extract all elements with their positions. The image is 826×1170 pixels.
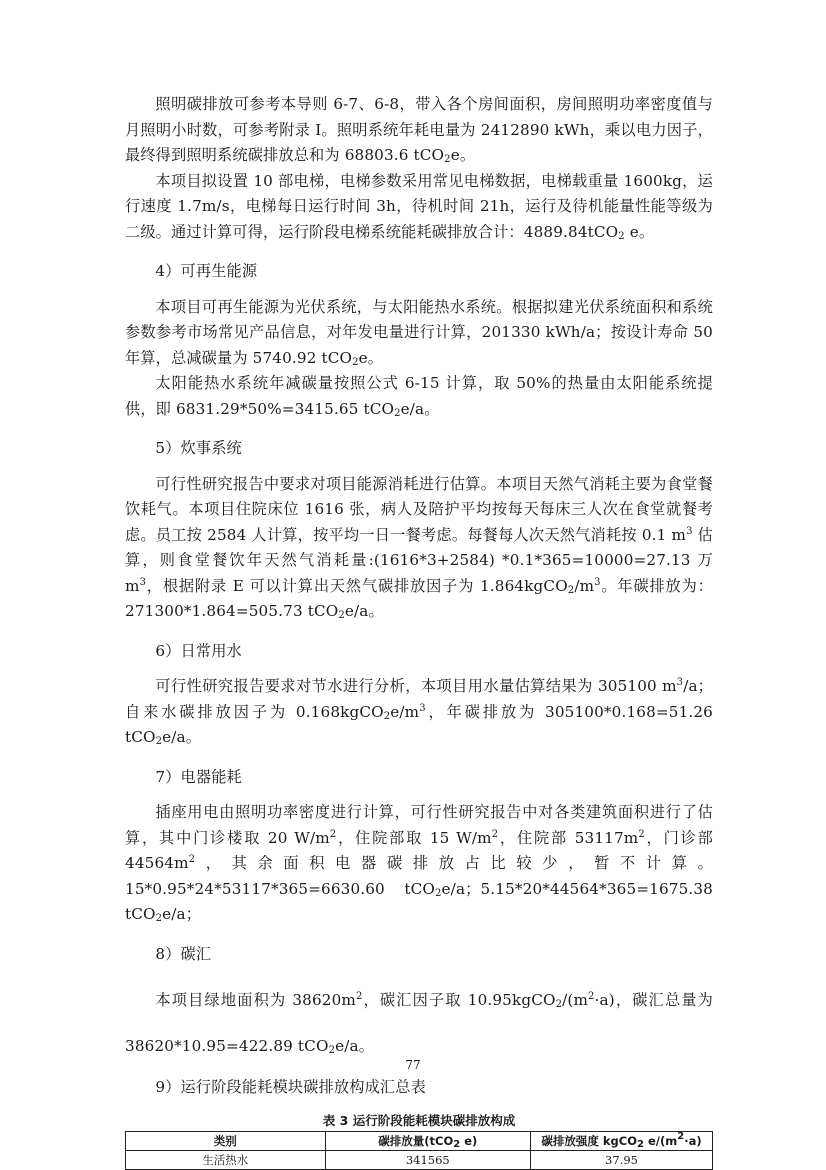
table-header-row [126, 1131, 713, 1150]
column-header-intensity: 碳排放强度 kgCO$_2$ $e/(m^2\cdot a)$ [531, 1131, 713, 1150]
column-header-category: 类别 [126, 1131, 326, 1150]
heading-appliance-energy: 7）电器能耗 [155, 767, 242, 786]
cell-category: 生活热水 [126, 1150, 326, 1169]
paragraph-elevator: 本项目拟设置 10 部电梯，电梯参数采用常见电梯数据，电梯载重量 1600kg，运行速度 1.7m/s，电梯每日运行时间 3h，待机时间 21h，运行及待机能量性能等级为二级。通过计算可得，运行阶段电梯系统能耗碳排放合计：4889.84tCO$_2$ e。 [125, 171, 713, 242]
paragraph-cooking: 可行性研究报告中要求对项目能源消耗进行估算。本项目天然气消耗主要为食堂餐饮耗气。本项目住院床位 1616 张，病人及陪护平均按每天每床三人次在食堂就餐考虑。员工按 2584 人计算，按平均一日一餐考虑。每餐每人次天然气消耗按 0.1 $m^3$ 估算，则食堂餐饮年天然气消耗量:(1616*3+2584) *0.1*365=10000=27.13 万 $m^3$，根据附录 E 可以计算出天然气碳排放因子为 $1.864kgCO_2/m^3$。年碳排放为：271300*1.864=505.73 tCO$_2$e/a。 [125, 474, 713, 621]
paragraph-water: 可行性研究报告要求对节水进行分析，本项目用水量估算结果为 305100 $m^3/a$；自来水碳排放因子为 $0.168kgCO_2e/m^3$，年碳排放为 305100*0.168=51.26 tCO$_2$e/a。 [125, 677, 713, 747]
column-header-amount: 碳排放量(tCO$_2$ e) [325, 1131, 530, 1150]
paragraph-solar-hot-water: 太阳能热水系统年减碳量按照公式 6-15 计算，取 50%的热量由太阳能系统提供，即 6831.29*50%=3415.65 tCO$_2$e/a。 [125, 374, 713, 419]
heading-daily-water: 6）日常用水 [155, 641, 242, 660]
heading-cooking-system: 5）炊事系统 [155, 439, 242, 457]
cell-intensity: 37.95 [531, 1150, 713, 1169]
paragraph-appliance: 插座用电由照明功率密度进行计算，可行性研究报告中对各类建筑面积进行了估算，其中门诊楼取 20 $W/m^2$，住院部取 15 $W/m^2$，住院部 $53117m^2$，门诊部 $44564m^2$，其余面积电器碳排放占比较少，暂不计算。15*0.95*24*53117*365=6630.60 tCO$_2$e/a；5.15*20*44564*365=1675.38 tCO$_2$e/a； [125, 803, 713, 924]
emission-table [125, 1131, 713, 1170]
table-caption: 表 3 运行阶段能耗模块碳排放构成 [322, 1112, 516, 1128]
table-row [126, 1150, 713, 1169]
page-body [125, 92, 713, 1170]
cell-amount: 341565 [325, 1150, 530, 1169]
page-number: 77 [405, 1058, 421, 1072]
paragraph-carbon-sink: 本项目绿地面积为 $38620m^2$，碳汇因子取 $10.95kgCO_2/(m^2\cdot a)$，碳汇总量为 38620*10.95=422.89 tCO$_2$e/a。 [125, 991, 714, 1056]
heading-summary-table: 9）运行阶段能耗模块碳排放构成汇总表 [155, 1078, 426, 1096]
heading-renewable-energy: 4）可再生能源 [155, 262, 258, 280]
heading-carbon-sink: 8）碳汇 [155, 944, 212, 963]
paragraph-photovoltaic: 本项目可再生能源为光伏系统，与太阳能热水系统。根据拟建光伏系统面积和系统参数参考市场常见产品信息，对年发电量进行计算，201330 kWh/a；按设计寿命 50 年算，总减碳量为 5740.92 tCO$_2$e。 [125, 297, 713, 368]
paragraph-lighting: 照明碳排放可参考本导则 6-7、6-8，带入各个房间面积，房间照明功率密度值与月照明小时数，可参考附录 I。照明系统年耗电量为 2412890 kWh，乘以电力因子，最终得到照明系统碳排放总和为 68803.6 tCO$_2$e。 [125, 95, 713, 165]
